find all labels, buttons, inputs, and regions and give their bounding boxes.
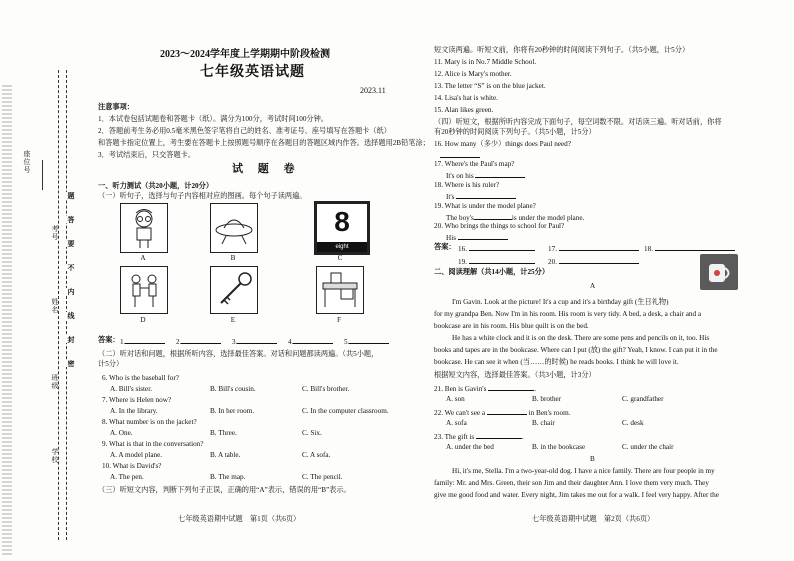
seal-char: 密 [67,360,75,367]
answer-17 [446,170,525,181]
answer-blank[interactable] [488,383,534,391]
seal-char: 答 [67,216,75,223]
exam-date: 2023.11 [360,86,386,95]
answer-18 [446,191,516,202]
answer-16 [458,243,535,254]
answer-blank[interactable] [456,191,516,199]
question-20: 20. Who brings the things to school for Paul? [434,222,565,230]
answer-blank[interactable] [559,243,639,251]
answer-num: 1. [120,338,126,346]
answer-num: 3. [232,338,238,346]
seal-char: 要 [67,240,75,247]
cup-photo [700,254,738,290]
option: C. Bill's brother. [302,385,350,393]
answer-blank[interactable] [475,170,525,178]
answer-num: 4. [288,338,294,346]
cup-icon [700,254,738,290]
scan-edge [2,85,12,555]
passage-b-label: B [590,455,595,463]
picture-label: A [140,254,146,262]
part3-intro: 短文读两遍。听短文前，你将有20秒钟的时间阅读下列句子。（共5小题，计5分） [434,46,690,54]
answer-4 [288,336,333,347]
option: C. under the chair [622,443,674,451]
question-23: 23. The gift is . [434,433,524,441]
question-stem: 21. Ben is Gavin's [434,385,487,393]
tf-item: 13. The letter “S” is on the blue jacket. [434,82,546,90]
people-handshake-icon [121,267,167,313]
answer-prefix: It's on his [446,172,474,180]
option: C. In the computer classroom. [302,407,389,415]
part2-title: 二、阅读理解（共14小题，计25分） [434,268,550,276]
question-9: 9. What is that in the conversation? [102,440,204,448]
picture-boy [120,203,168,253]
answer-blank[interactable] [476,431,522,439]
passage-a-instructions: 根据短文内容，选择最佳答案。（共3小题，计3分） [434,371,596,379]
answer-num: 17. [548,245,557,253]
question-8: 8. What number is on the jacket? [102,418,197,426]
seal-char: 题 [67,192,75,199]
option: A. under the bed [446,443,494,451]
question-10: 10. What is David's? [102,462,162,470]
part1-sub3: （三）听短文内容，判断下列句子正误，正确的用“A”表示，错误的用“B”表示。 [98,486,351,494]
binding-strip [0,0,75,561]
answer-num: 20. [548,258,557,266]
question-stem: 22. We can't see a [434,409,486,417]
part1-sub1: （一）听句子，选择与句子内容相对应的图画。每个句子读两遍。 [98,192,307,200]
exam-title: 七年级英语试题 [200,65,305,80]
answer-19 [458,256,535,267]
question-17: 17. Where's the Paul's map? [434,160,515,168]
option: B. In her room. [210,407,255,415]
answer-blank[interactable] [440,150,480,158]
answer-num: 19. [458,258,467,266]
option: B. The map. [210,473,246,481]
answer-blank[interactable] [181,336,221,344]
answer-1 [120,336,165,347]
option: C. Six. [302,429,322,437]
tf-item: 11. Mary is in No.7 Middle School. [434,58,537,66]
option: B. A table. [210,451,241,459]
picture-ufo [210,203,258,253]
answer-label: 答案： [434,243,456,251]
option: C. grandfather [622,395,664,403]
option: B. brother [532,395,562,403]
passage-a-line: books and tapes are in the bookcase. Where can I put (放) the gift? Yeah, I know. I can put it in the [434,346,718,354]
question-22 [434,407,571,418]
answer-2 [176,336,221,347]
answer-3 [232,336,277,347]
paper-heading: 试 题 卷 [232,163,301,175]
answer-blank[interactable] [487,407,527,415]
question-16: 16. How many（多少）things does Paul need? [434,140,571,148]
answer-prefix: It's [446,193,455,201]
exam-no-label: 考号 [51,225,59,241]
school-label: 学校 [51,448,59,464]
part1-title: 一、听力测试（共20小题，计20分） [98,182,214,190]
picture-label: C [337,254,343,262]
note-3: 3．考试结束后，只交答题卡。 [98,151,196,159]
answer-20 [548,256,639,267]
key-icon [211,267,257,313]
answer-5 [344,336,389,347]
option: B. chair [532,419,555,427]
picture-key [210,266,258,314]
ufo-icon [211,204,257,252]
passage-a-line: He has a white clock and it is on the desk. There are some pens and pencils on it, too. His [452,334,710,342]
seat-label: 座位号 [23,150,31,174]
question-stem: 23. The gift is [434,433,475,441]
part4-title: （四）听短文，根据所听内容完成下面句子，每空词数不限。对话读三遍。听对话前，你将 [434,118,722,126]
question-21: 21. Ben is Gavin's . [434,385,536,393]
answer-num: 16. [458,245,467,253]
class-label: 班级 [51,374,59,390]
answer-blank[interactable] [349,336,389,344]
answer-blank[interactable] [559,256,639,264]
passage-a-line: for my grandpa Ben. Now I'm in his room. His room is very tidy. A bed, a desk, a chair and a [434,310,702,318]
option: B. Bill's cousin. [210,385,256,393]
notes-title: 注意事项： [98,103,134,111]
number-caption: eight [317,242,367,252]
question-18: 18. Where is his ruler? [434,181,500,189]
seal-char: 封 [67,336,75,343]
picture-label: E [230,316,236,324]
answer-18 [644,243,735,254]
part4-title-cont: 有20秒钟的时间阅读下列句子。（共5小题，计5分） [434,128,596,136]
answer-blank[interactable] [474,212,512,220]
question-6: 6. Who is the baseball for? [102,374,179,382]
option: B. Three. [210,429,237,437]
page-footer: 七年级英语期中试题 第2页（共6页） [532,515,655,523]
note-2: 2．答题前考生务必用0.5毫米黑色签字笔将自己的姓名、准考证号、座号填写在答题卡（纸） [98,127,391,135]
question-7: 7. Where is Helen now? [102,396,172,404]
seat-line [42,160,43,190]
option: C. A sofa. [302,451,331,459]
picture-number-card [314,201,370,255]
name-label: 姓名 [51,298,59,314]
desk-icon [317,267,363,313]
picture-label: F [337,316,341,324]
picture-desk [316,266,364,314]
part1-sub2: （二）听对话和问题，根据所听内容，选择最佳答案。对话和问题都读两遍。（共5小题， [98,350,379,358]
option: C. The pencil. [302,473,343,481]
tf-item: 14. Lisa's hat is white. [434,94,498,102]
answer-label: 答案： [98,336,120,344]
option: A. One. [110,429,133,437]
answer-17 [548,243,639,254]
note-1: 1．本试卷包括试题卷和答题卡（纸）。满分为100分，考试时间100分钟。 [98,115,328,123]
answer-blank[interactable] [293,336,333,344]
question-stem-cont: in Ben's room. [528,409,571,417]
seal-line-right [66,70,67,540]
picture-label: D [140,316,146,324]
answer-num: 2. [176,338,182,346]
option: A. Bill's sister. [110,385,153,393]
passage-b-line: family: Mr. and Mrs. Green, their son Jim and their daughter Ann. I love them very much. They [434,479,709,487]
boy-with-glasses-icon [121,204,167,252]
answer-prefix: His [446,234,456,242]
passage-a-line: bookcase. He can see it when (当……的时候) he reads books. I think he will love it. [434,358,679,366]
picture-two-people [120,266,168,314]
answer-blank[interactable] [458,232,508,240]
passage-b-line: give me good food and water. Every night, Jim takes me out for a walk. I feel very happy. After the [434,491,719,499]
answer-blank[interactable] [655,243,735,251]
part1-sub2-cont: 计5分） [98,360,124,368]
option: A. In the library. [110,407,158,415]
passage-a-line: bookcase are in his room. His blue quilt is on the bed. [434,322,589,330]
question-19: 19. What is under the model plane? [434,202,536,210]
passage-b-line: Hi, it's me, Stella. I'm a two-year-old dog. I have a nice family. There are four people in my [452,467,715,475]
answer-num: 18. [644,245,653,253]
answer-num: 5. [344,338,350,346]
option: A. son [446,395,465,403]
seal-char: 不 [67,264,75,271]
page-footer: 七年级英语期中试题 第1页（共6页） [178,515,301,523]
picture-label: B [230,254,236,262]
exam-title-year: 2023～2024学年度上学期期中阶段检测 [160,49,330,60]
seal-char: 线 [67,312,75,319]
answer-blank[interactable] [469,256,535,264]
passage-a-line: I'm Gavin. Look at the picture! It's a cup and it's a birthday gift (生日礼物) [452,298,669,306]
tf-item: 12. Alice is Mary's mother. [434,70,512,78]
answer-blank[interactable] [469,243,535,251]
answer-blank[interactable] [125,336,165,344]
answer-suffix: is under the model plane. [511,214,585,222]
seal-char: 内 [67,288,75,295]
passage-a-label: A [590,282,596,290]
note-2-cont: 和答题卡指定位置上，考生要在答题卡上按照题号顺序在各题目的答题区域内作答。选择题用2B铅笔涂； [98,139,430,147]
option: A. The pen. [110,473,144,481]
tf-item: 15. Alan likes green. [434,106,494,114]
answer-prefix: The boy's [446,214,474,222]
answer-20 [446,232,508,243]
answer-blank[interactable] [237,336,277,344]
option: B. in the bookcase [532,443,586,451]
option: A. sofa [446,419,467,427]
option: C. desk [622,419,644,427]
number-eight: 8 [334,206,350,237]
option: A. A model plane. [110,451,163,459]
